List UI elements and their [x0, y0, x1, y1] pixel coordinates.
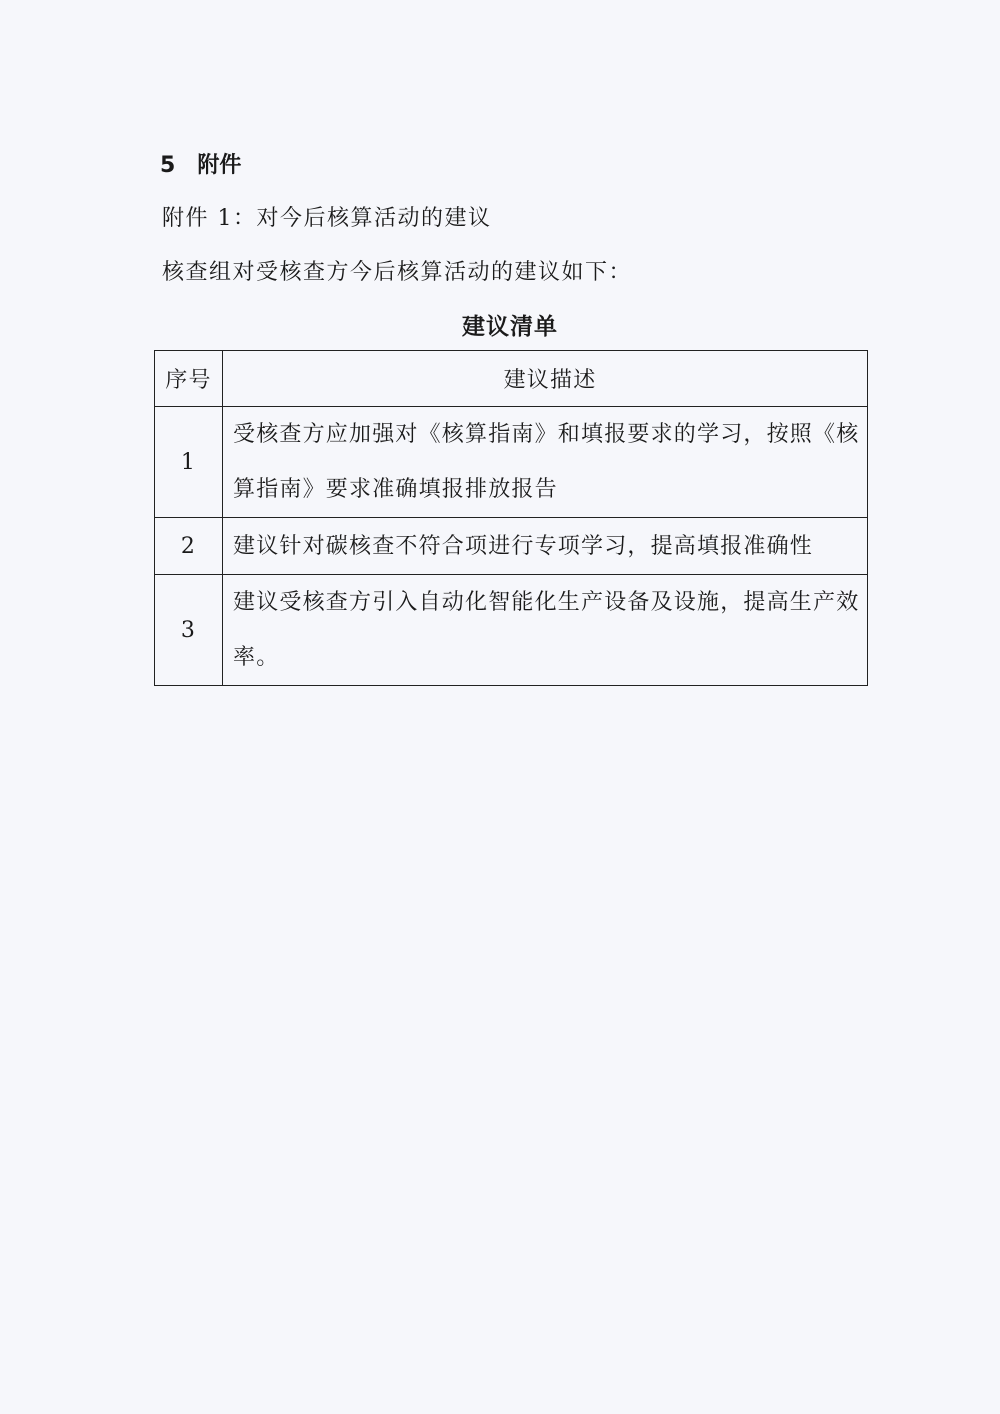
section-title: 附件	[197, 153, 242, 178]
table-title: 建议清单	[462, 314, 558, 340]
row-number: 2	[155, 518, 223, 575]
table-row	[155, 575, 868, 686]
row-description	[223, 518, 868, 575]
description-line: 建议受核查方引入自动化智能化生产设备及设施，提高生产效	[233, 590, 860, 615]
suggestion-table	[154, 350, 868, 686]
description-line: 算指南》要求准确填报排放报告	[233, 477, 558, 502]
table-header-row	[155, 351, 868, 407]
table-row	[155, 518, 868, 575]
table-row	[155, 407, 868, 518]
row-description	[223, 407, 868, 518]
section-heading	[160, 148, 241, 179]
row-number: 3	[155, 575, 223, 686]
intro-paragraph: 核查组对受核查方今后核算活动的建议如下：	[162, 260, 633, 285]
description-line: 率。	[233, 645, 280, 670]
header-no: 序号	[155, 351, 223, 407]
description-line: 受核查方应加强对《核算指南》和填报要求的学习，按照《核	[233, 422, 860, 447]
attachment-label: 附件 1：对今后核算活动的建议	[162, 206, 492, 231]
row-number: 1	[155, 407, 223, 518]
row-description	[223, 575, 868, 686]
description-line: 建议针对碳核查不符合项进行专项学习，提高填报准确性	[233, 533, 814, 559]
header-description: 建议描述	[223, 351, 868, 407]
section-number: 5	[160, 153, 176, 178]
